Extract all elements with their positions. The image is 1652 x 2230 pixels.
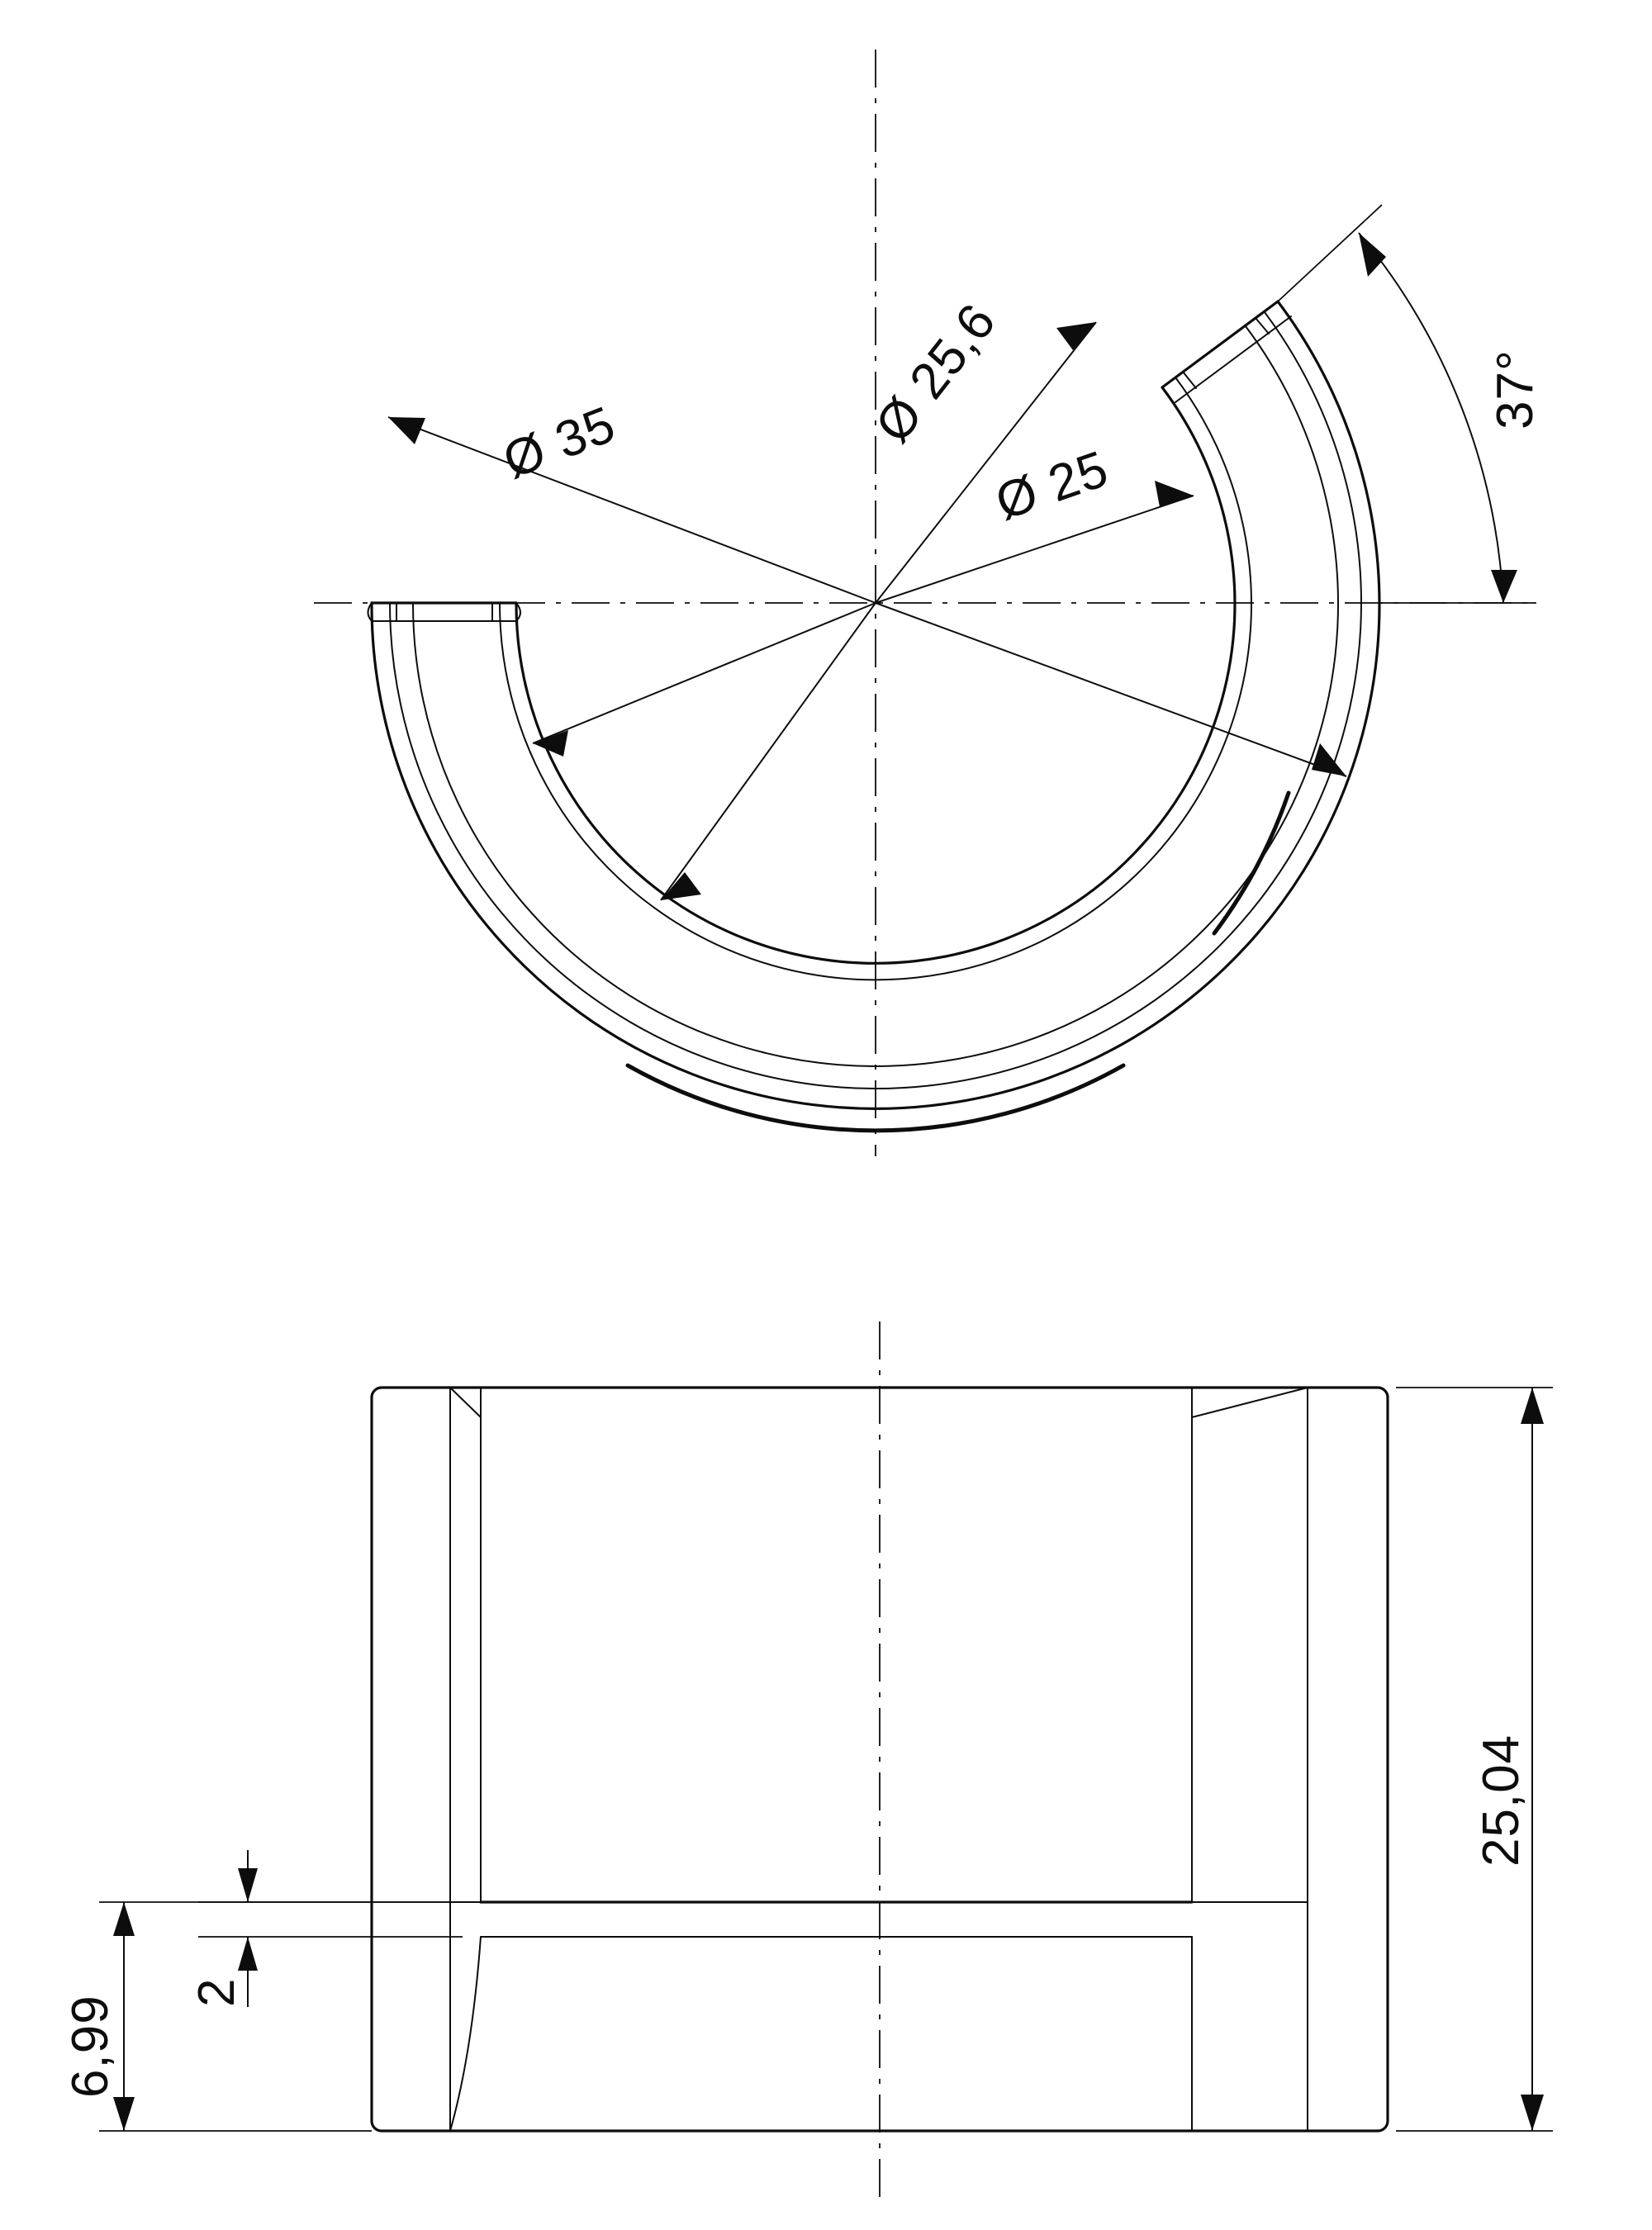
height-arrow-bottom [1521,2095,1544,2131]
dim35-arrow-inner [533,730,568,757]
dimension-diameter-256 [661,293,1096,900]
front-view [62,1321,1553,2197]
dim256-text: Ø 25,6 [864,292,1008,453]
depth-arrow-bottom [113,2097,135,2131]
dim37-arc [1359,233,1503,603]
dimension-diameter-25 [876,440,1346,776]
dim256-arrow-out [1056,322,1096,350]
width-arrow-bottom [238,1937,258,1971]
dim25-text: Ø 25 [989,439,1116,532]
dim37-arrow-bottom [1491,570,1517,603]
dim35-text: Ø 35 [496,396,624,491]
dim256-arrow-in [661,872,701,900]
dim35-arrow-outer [388,417,425,444]
dim37-text: 37° [1487,349,1544,429]
depth-arrow-top [113,1902,135,1936]
dimension-diameter-35 [388,396,876,757]
groove-left-taper [450,1937,481,2131]
dimension-angle-37 [1278,205,1544,603]
height-text: 25,04 [1473,1734,1530,1867]
dimension-groove-width [188,1850,463,2007]
right-end-rib [1256,318,1269,334]
dim35-leader-out [388,417,876,603]
dimension-height [1396,1388,1553,2131]
width-text: 2 [188,1977,245,2007]
dim25-arrow-in [1312,743,1346,776]
lower-right-edge-highlight [1214,793,1289,933]
dim25-leader-in [876,603,1346,776]
top-view [314,50,1544,1156]
depth-text: 6,99 [62,1995,119,2098]
front-top-left-chamfer [450,1388,481,1417]
right-end-face-edge [1175,316,1291,402]
width-arrow-top [238,1868,258,1902]
right-end-rib-2 [1183,372,1196,388]
right-end-face [1162,301,1278,387]
front-top-right-chamfer [1192,1388,1308,1417]
dim37-arrow-top [1359,233,1386,277]
height-arrow-top [1521,1388,1544,1424]
dim25-arrow-out [1155,481,1194,507]
